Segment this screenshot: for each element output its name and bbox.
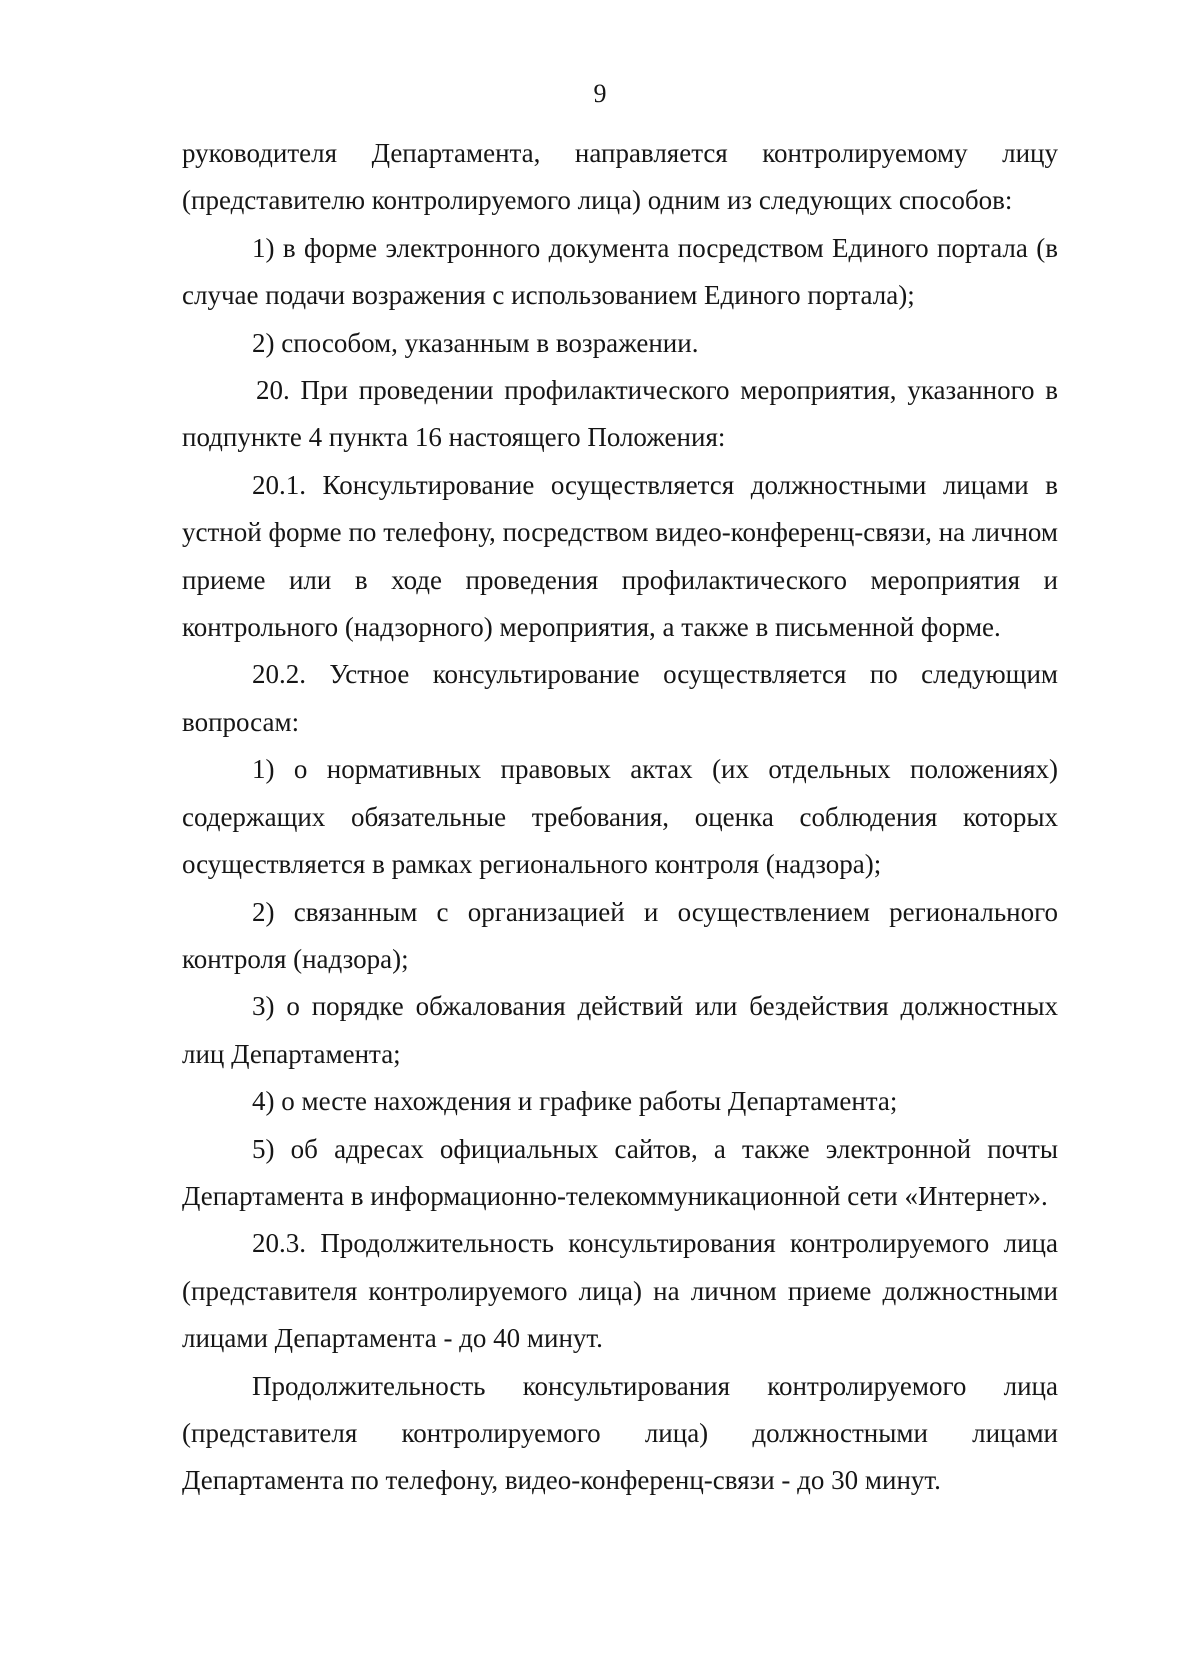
paragraph-continuation: руководителя Департамента, направляется контролируемому лицу (представителю контролируемого лица) одним из следующих способов: [182,138,1058,216]
paragraph-item-2: 2) способом, указанным в возражении. [252,327,699,358]
paragraph-question-1: 1) о нормативных правовых актах (их отдельных положениях) содержащих обязательные требования, оценка соблюдения которых осуществляется в рамках регионального контроля (надзора); [182,754,1058,880]
paragraph-clause-20-1: 20.1. Консультирование осуществляется должностными лицами в устной форме по телефону, посредством видео-конференц-связи, на личном приеме или в ходе проведения профилактического мероприятия и контрольного (надзорного) мероприятия, а также в письменной форме. [182,469,1058,643]
paragraph-clause-20: 20. При проведении профилактического мероприятия, указанного в подпункте 4 пункта 16 настоящего Положения: [182,375,1058,453]
paragraph-question-2: 2) связанным с организацией и осуществлением регионального контроля (надзора); [182,896,1058,974]
paragraph-item-1: 1) в форме электронного документа посредством Единого портала (в случае подачи возражения с использованием Единого портала); [182,232,1058,311]
paragraph-phone-duration: Продолжительность консультирования контролируемого лица (представителя контролируемого лица) должностными лицами Департамента по телефону, видео-конференц-связи - до 30 минут. [182,1370,1058,1496]
page-number: 9 [593,79,607,108]
paragraph-clause-20-2: 20.2. Устное консультирование осуществляется по следующим вопросам: [182,659,1058,737]
paragraph-clause-20-3: 20.3. Продолжительность консультирования контролируемого лица (представителя контролируемого лица) на личном приеме должностными лицами Департамента - до 40 минут. [182,1228,1058,1354]
paragraph-question-3: 3) о порядке обжалования действий или бездействия должностных лиц Департамента; [182,991,1058,1069]
paragraph-question-4: 4) о месте нахождения и графике работы Департамента; [252,1086,898,1117]
paragraph-question-5: 5) об адресах официальных сайтов, а также электронной почты Департамента в информационно-телекоммуникационной сети «Интернет». [182,1133,1058,1211]
document-body [182,130,1058,1505]
